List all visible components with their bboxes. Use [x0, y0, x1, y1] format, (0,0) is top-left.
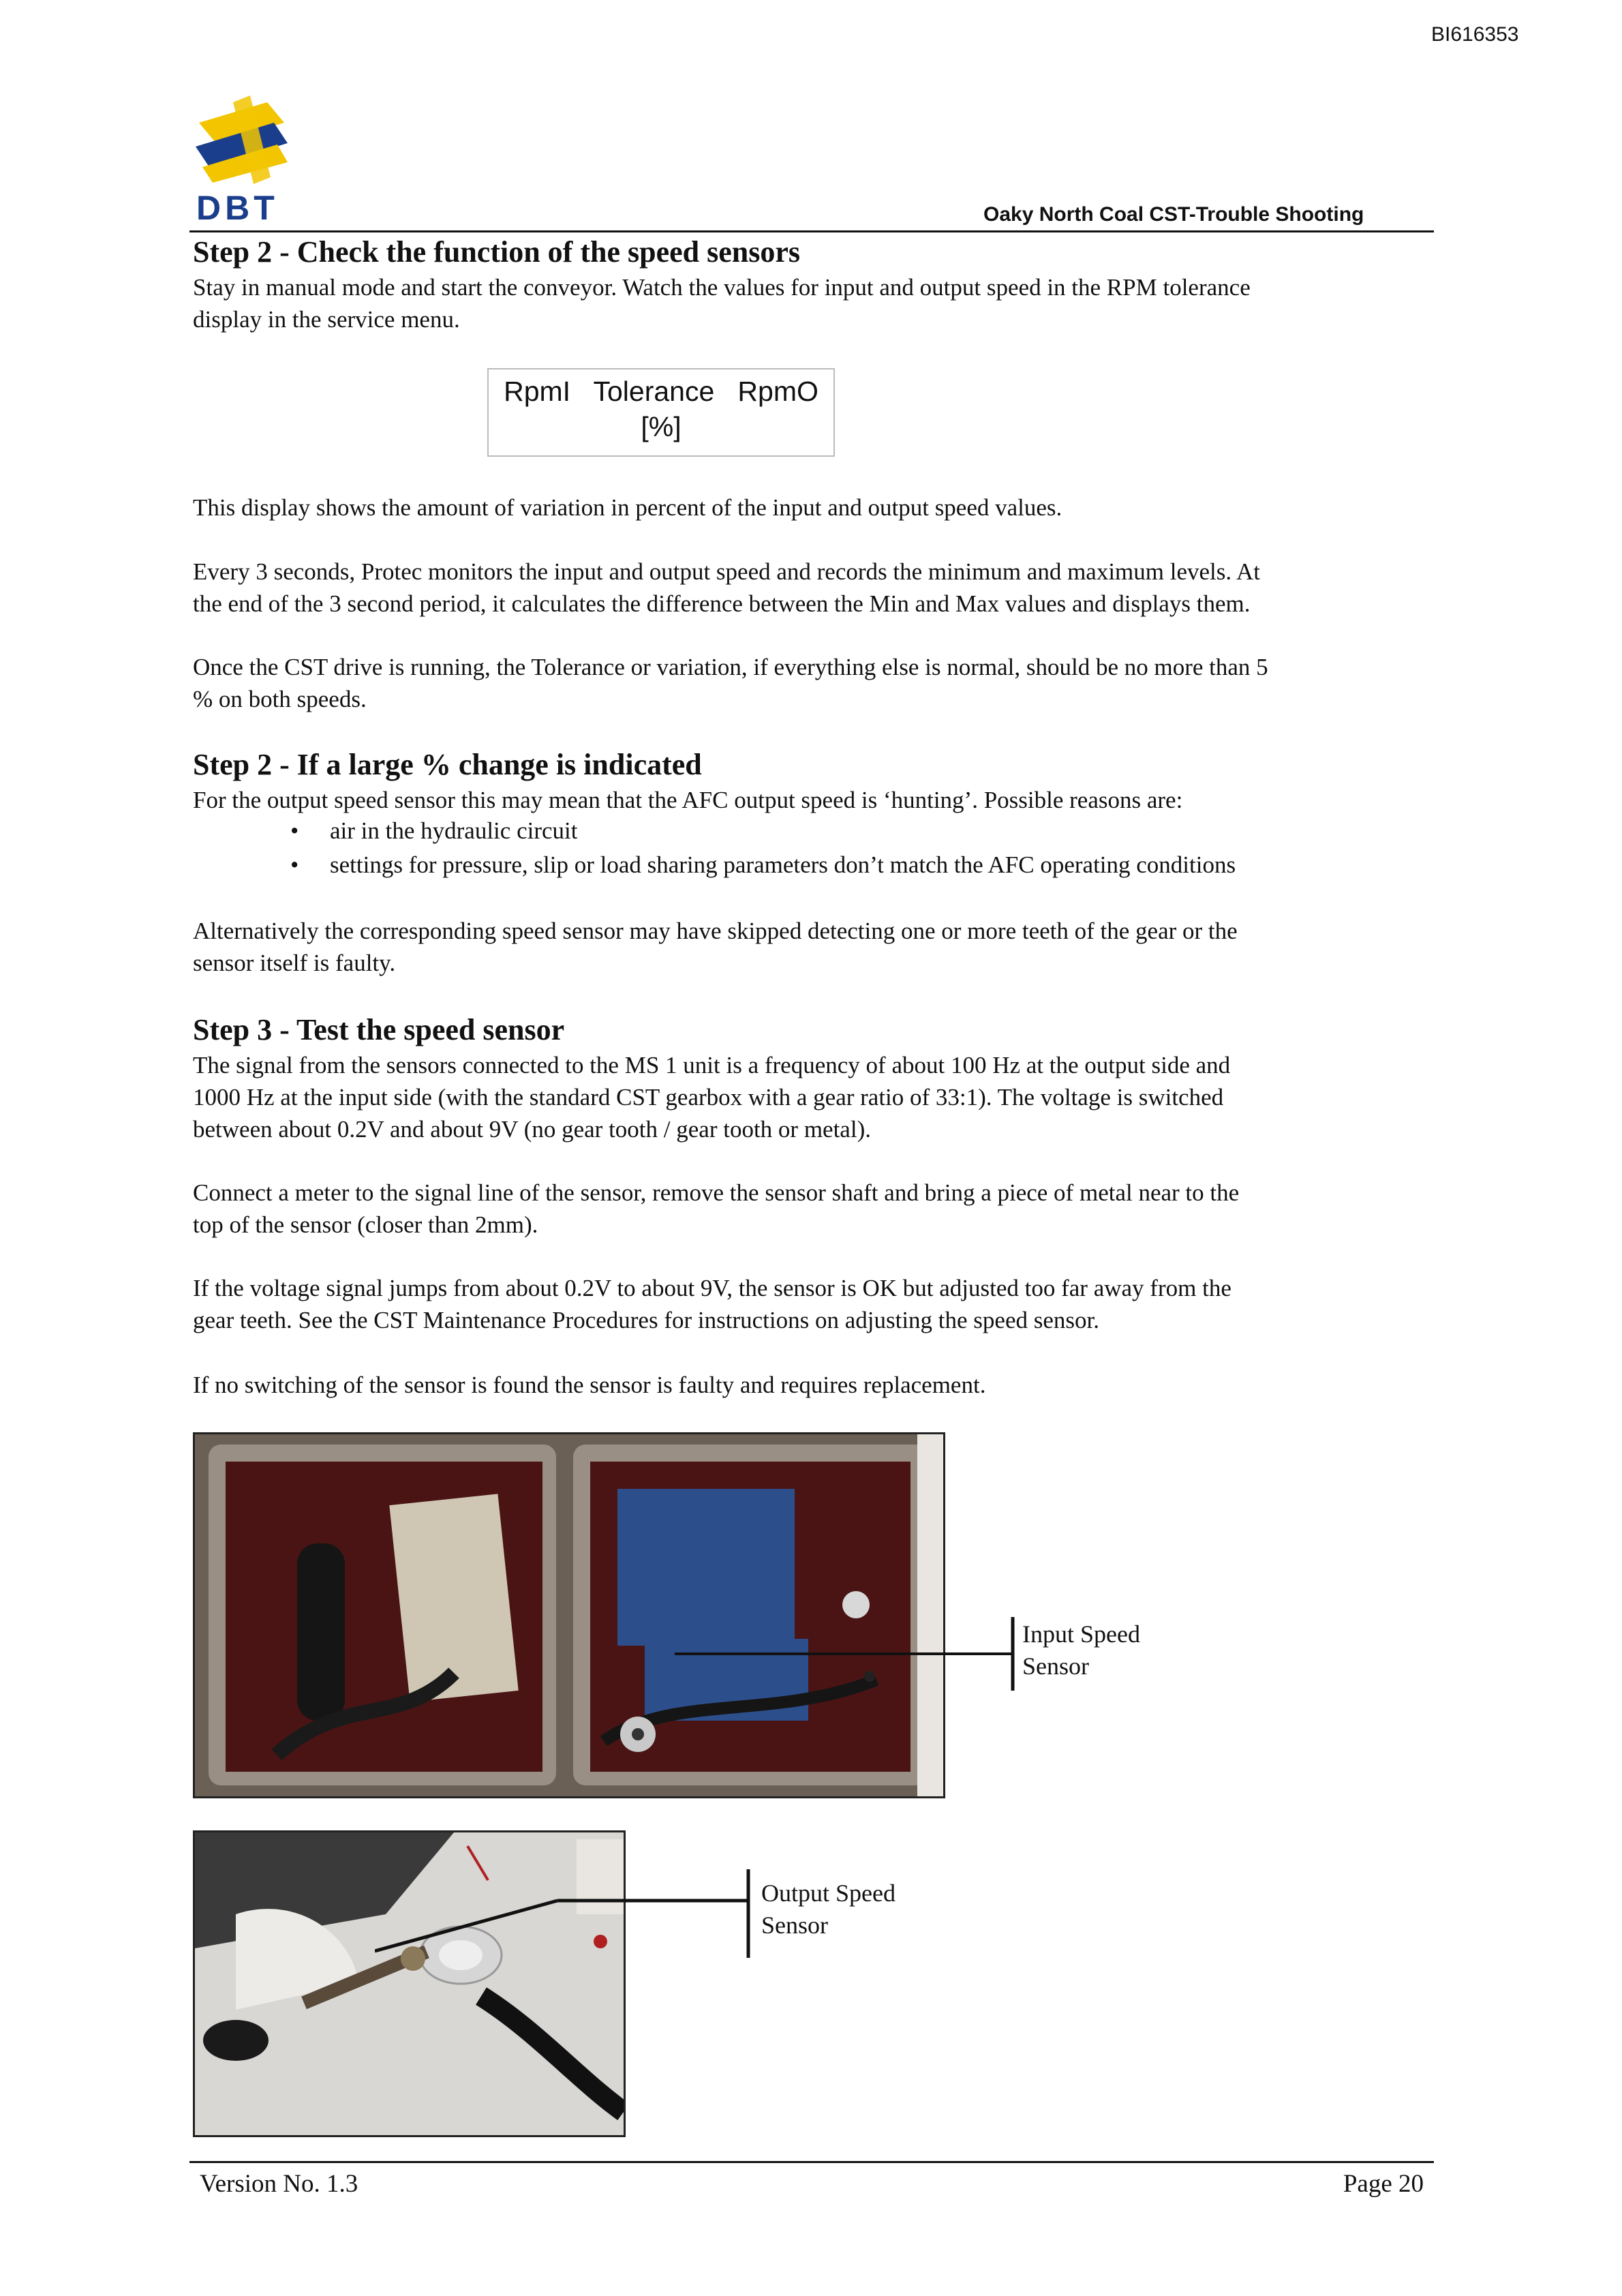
section1-para3: [193, 651, 1440, 715]
label-line: Sensor: [1022, 1652, 1089, 1680]
document-id: BI616353: [1431, 23, 1519, 46]
footer-page-number: Page 20: [1343, 2170, 1424, 2198]
output-sensor-callout-line: [375, 1868, 756, 1963]
text-line: Once the CST drive is running, the Tolerance or variation, if everything else is normal, should be no more than 5: [193, 654, 1268, 680]
input-speed-sensor-label: [1022, 1618, 1140, 1682]
display-unit: [%]: [641, 411, 682, 442]
section1-para2: [193, 556, 1440, 620]
section1-para1: This display shows the amount of variation in percent of the input and output speed values.: [193, 494, 1062, 521]
text-line: If the voltage signal jumps from about 0.2V to about 9V, the sensor is OK but adjusted too far away from the: [193, 1275, 1231, 1301]
bullet-marker: •: [290, 817, 299, 844]
display-columns: RpmI Tolerance RpmO: [504, 376, 818, 407]
bullet-item: air in the hydraulic circuit: [330, 817, 578, 844]
text-line: between about 0.2V and about 9V (no gear tooth / gear tooth or metal).: [193, 1116, 871, 1143]
footer-version: Version No. 1.3: [200, 2170, 358, 2198]
section2-intro: For the output speed sensor this may mean that the AFC output speed is ‘hunting’. Possible reasons are:: [193, 787, 1183, 813]
section3-para2: [193, 1177, 1440, 1241]
logo-text: DBT: [196, 189, 279, 227]
header-title: Oaky North Coal CST-Trouble Shooting: [983, 203, 1364, 226]
label-line: Sensor: [761, 1912, 828, 1939]
section3-para3: [193, 1272, 1440, 1336]
rpm-tolerance-display: [487, 368, 835, 457]
section3-para4: If no switching of the sensor is found the sensor is faulty and requires replacement.: [193, 1372, 986, 1398]
footer-divider: [189, 2161, 1434, 2163]
text-line: Alternatively the corresponding speed sensor may have skipped detecting one or more teeth of the gear or the: [193, 918, 1238, 944]
text-line: Every 3 seconds, Protec monitors the input and output speed and records the minimum and maximum levels. At: [193, 558, 1260, 585]
section2-alternative: [193, 915, 1440, 979]
header-divider: [189, 230, 1434, 232]
text-line: display in the service menu.: [193, 306, 460, 333]
text-line: Connect a meter to the signal line of the sensor, remove the sensor shaft and bring a piece of metal near to the: [193, 1179, 1240, 1206]
text-line: the end of the 3 second period, it calculates the difference between the Min and Max values and displays them.: [193, 590, 1251, 617]
text-line: The signal from the sensors connected to the MS 1 unit is a frequency of about 100 Hz at the output side and: [193, 1052, 1231, 1078]
section-heading-test-speed-sensor: Step 3 - Test the speed sensor: [193, 1013, 565, 1046]
section1-intro: [193, 271, 1440, 335]
output-speed-sensor-label: [761, 1877, 896, 1942]
text-line: sensor itself is faulty.: [193, 950, 396, 976]
text-line: top of the sensor (closer than 2mm).: [193, 1211, 538, 1238]
text-line: 1000 Hz at the input side (with the standard CST gearbox with a gear ratio of 33:1). The voltage is switched: [193, 1084, 1224, 1111]
input-sensor-callout-line: [675, 1609, 1029, 1697]
section-heading-check-speed-sensors: Step 2 - Check the function of the speed sensors: [193, 235, 800, 269]
text-line: Stay in manual mode and start the conveyor. Watch the values for input and output speed in the RPM tolerance: [193, 274, 1251, 301]
label-line: Output Speed: [761, 1879, 896, 1907]
section-heading-large-change: Step 2 - If a large % change is indicated: [193, 748, 702, 781]
bullet-marker: •: [290, 851, 299, 878]
text-line: % on both speeds.: [193, 686, 367, 712]
label-line: Input Speed: [1022, 1620, 1140, 1648]
bullet-item: settings for pressure, slip or load sharing parameters don’t match the AFC operating conditions: [330, 851, 1236, 878]
text-line: gear teeth. See the CST Maintenance Procedures for instructions on adjusting the speed sensor.: [193, 1307, 1099, 1333]
section3-para1: [193, 1049, 1440, 1145]
